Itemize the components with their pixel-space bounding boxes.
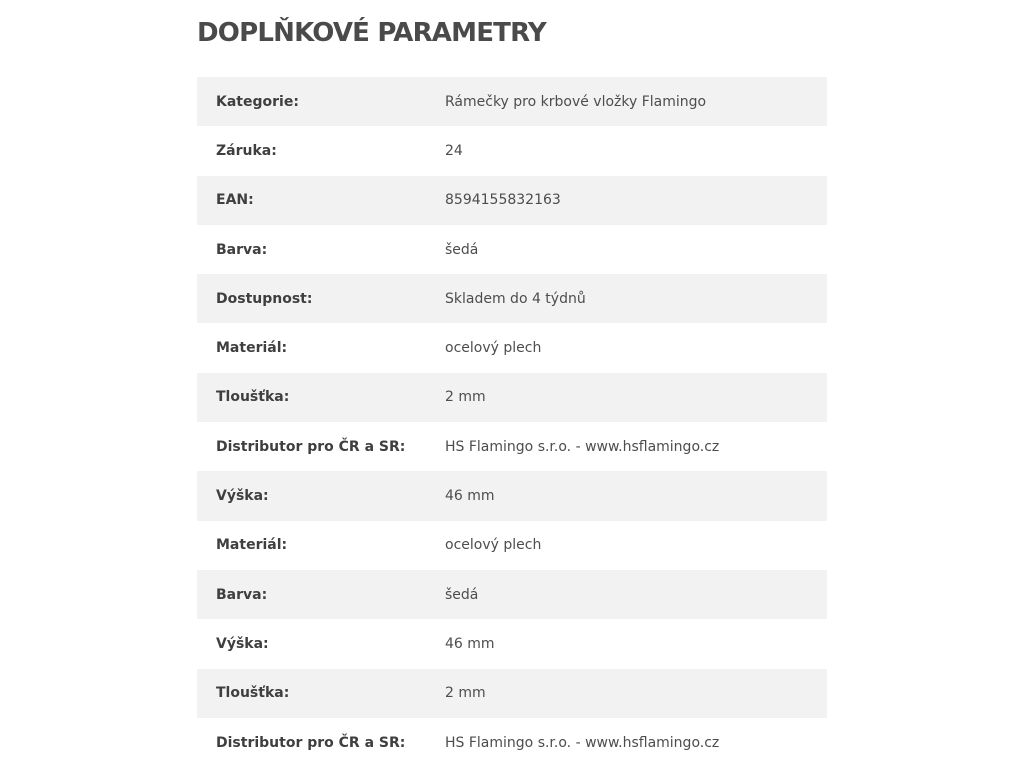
table-row [197,669,827,718]
param-value: 2 mm [445,685,486,702]
table-row [197,619,827,668]
table-row [197,570,827,619]
param-value: šedá [445,586,479,603]
param-value: 8594155832163 [445,192,561,209]
param-value: 46 mm [445,635,495,652]
param-label: Materiál: [216,537,288,554]
table-row [197,471,827,520]
table-row [197,274,827,323]
param-label: Materiál: [216,340,288,357]
param-value: 24 [445,142,463,159]
param-value: HS Flamingo s.r.o. - www.hsflamingo.cz [445,438,720,455]
param-label: Tloušťka: [216,685,290,702]
table-row [197,521,827,570]
table-row [197,323,827,372]
param-label: Výška: [216,635,269,652]
param-label: Tloušťka: [216,389,290,406]
additional-parameters-section [197,0,827,751]
param-label: Barva: [216,586,268,603]
table-row [197,176,827,225]
param-value: HS Flamingo s.r.o. - www.hsflamingo.cz [445,734,720,751]
param-label: Výška: [216,488,269,505]
table-row [197,225,827,274]
param-value: Skladem do 4 týdnů [445,290,586,307]
table-row [197,373,827,422]
param-value: šedá [445,241,479,258]
parameters-table [197,77,827,767]
table-row [197,126,827,175]
param-label: Dostupnost: [216,290,313,307]
section-title: DOPLŇKOVÉ PARAMETRY [197,18,546,48]
param-label: Distributor pro ČR a SR: [216,438,406,455]
param-label: Barva: [216,241,268,258]
param-label: Záruka: [216,142,277,159]
param-value: Rámečky pro krbové vložky Flamingo [445,93,707,110]
table-row [197,422,827,471]
param-value: 2 mm [445,389,486,406]
table-row [197,77,827,126]
param-label: EAN: [216,192,254,209]
param-label: Kategorie: [216,93,299,110]
param-value: 46 mm [445,488,495,505]
param-value: ocelový plech [445,537,542,554]
table-row [197,718,827,767]
param-label: Distributor pro ČR a SR: [216,734,406,751]
param-value: ocelový plech [445,340,542,357]
